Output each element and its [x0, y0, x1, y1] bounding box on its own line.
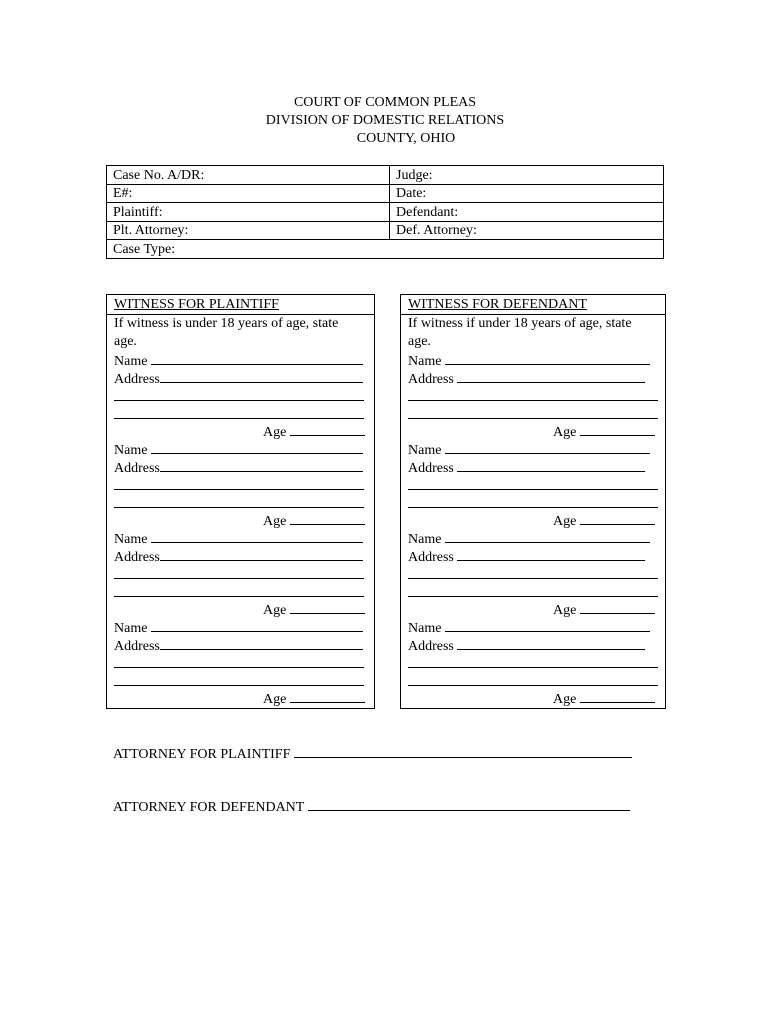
name-label: Name [114, 354, 148, 369]
court-name: COURT OF COMMON PLEAS [293, 95, 477, 110]
name-row [114, 529, 363, 547]
age-row [553, 600, 655, 618]
address-blank[interactable] [160, 547, 363, 561]
name-blank[interactable] [445, 529, 650, 543]
address-label: Address [408, 461, 454, 476]
address-blank-line[interactable] [114, 400, 364, 401]
name-label: Name [114, 443, 148, 458]
address-blank-line[interactable] [408, 578, 658, 579]
case-row [107, 166, 664, 185]
case-row [107, 203, 664, 222]
address-blank-line[interactable] [114, 418, 364, 419]
address-row [408, 458, 645, 476]
name-row [114, 618, 363, 636]
name-blank[interactable] [151, 618, 363, 632]
address-label: Address [114, 639, 160, 654]
age-row [263, 422, 365, 440]
attorney-defendant-blank[interactable] [308, 797, 630, 811]
name-row [408, 618, 650, 636]
address-blank[interactable] [457, 458, 645, 472]
name-row [408, 440, 650, 458]
address-row [408, 547, 645, 565]
name-label: Name [114, 532, 148, 547]
age-blank[interactable] [290, 600, 365, 614]
name-row [114, 351, 363, 369]
name-blank[interactable] [445, 351, 650, 365]
name-row [408, 529, 650, 547]
address-label: Address [114, 550, 160, 565]
name-label: Name [408, 532, 442, 547]
address-blank[interactable] [457, 369, 645, 383]
address-blank-line[interactable] [408, 489, 658, 490]
note-line: age. [408, 334, 431, 349]
name-blank[interactable] [151, 529, 363, 543]
age-label: Age [553, 425, 577, 440]
note-line: If witness is under 18 years of age, state [114, 316, 339, 331]
address-blank-line[interactable] [408, 667, 658, 668]
attorney-plaintiff-blank[interactable] [294, 744, 632, 758]
age-label: Age [263, 514, 287, 529]
plt-attorney-field[interactable]: Plt. Attorney: [107, 221, 390, 240]
name-label: Name [408, 621, 442, 636]
judge-field[interactable]: Judge: [390, 166, 664, 185]
address-label: Address [408, 550, 454, 565]
note-line: If witness if under 18 years of age, state [408, 316, 632, 331]
address-label: Address [408, 372, 454, 387]
address-blank-line[interactable] [114, 685, 364, 686]
address-blank-line[interactable] [408, 507, 658, 508]
plaintiff-field[interactable]: Plaintiff: [107, 203, 390, 222]
address-blank-line[interactable] [408, 685, 658, 686]
name-row [408, 351, 650, 369]
address-label: Address [408, 639, 454, 654]
address-blank[interactable] [160, 458, 363, 472]
defendant-field[interactable]: Defendant: [390, 203, 664, 222]
witness-defendant-title: WITNESS FOR DEFENDANT [408, 297, 587, 312]
attorney-defendant-row [113, 797, 630, 817]
age-label: Age [263, 603, 287, 618]
date-field[interactable]: Date: [390, 184, 664, 203]
witness-defendant-box [400, 294, 666, 709]
age-label: Age [553, 603, 577, 618]
age-row [553, 422, 655, 440]
case-no-field[interactable]: Case No. A/DR: [107, 166, 390, 185]
age-row [263, 689, 365, 707]
case-info-table [106, 165, 664, 259]
court-county: COUNTY, OHIO [356, 131, 456, 146]
name-blank[interactable] [151, 440, 363, 454]
address-blank-line[interactable] [114, 578, 364, 579]
name-row [114, 440, 363, 458]
address-blank-line[interactable] [408, 400, 658, 401]
age-row [263, 511, 365, 529]
age-blank[interactable] [290, 689, 365, 703]
witness-plaintiff-box [106, 294, 375, 709]
name-blank[interactable] [445, 440, 650, 454]
def-attorney-field[interactable]: Def. Attorney: [390, 221, 664, 240]
case-type-field[interactable]: Case Type: [107, 240, 664, 259]
age-label: Age [263, 692, 287, 707]
name-blank[interactable] [151, 351, 363, 365]
address-blank[interactable] [160, 636, 363, 650]
address-blank-line[interactable] [408, 596, 658, 597]
court-header [0, 94, 770, 148]
age-row [263, 600, 365, 618]
age-row [553, 511, 655, 529]
address-blank-line[interactable] [408, 418, 658, 419]
address-row [114, 458, 363, 476]
address-blank-line[interactable] [114, 489, 364, 490]
age-row [553, 689, 655, 707]
witness-defendant-note [408, 315, 632, 351]
age-blank[interactable] [290, 511, 365, 525]
address-blank-line[interactable] [114, 667, 364, 668]
court-division: DIVISION OF DOMESTIC RELATIONS [265, 113, 505, 128]
case-row [107, 184, 664, 203]
witness-plaintiff-title: WITNESS FOR PLAINTIFF [114, 297, 279, 312]
address-row [408, 369, 645, 387]
address-blank-line[interactable] [114, 596, 364, 597]
age-label: Age [553, 514, 577, 529]
attorney-defendant-label: ATTORNEY FOR DEFENDANT [113, 800, 305, 815]
e-number-field[interactable]: E#: [107, 184, 390, 203]
name-blank[interactable] [445, 618, 650, 632]
age-label: Age [553, 692, 577, 707]
age-blank[interactable] [580, 689, 655, 703]
address-row [408, 636, 645, 654]
attorney-plaintiff-row [113, 744, 632, 764]
age-blank[interactable] [580, 422, 655, 436]
witness-plaintiff-note [114, 315, 338, 351]
name-label: Name [408, 354, 442, 369]
age-blank[interactable] [290, 422, 365, 436]
note-line: age. [114, 334, 137, 349]
address-blank[interactable] [457, 547, 645, 561]
case-row [107, 221, 664, 240]
address-row [114, 369, 363, 387]
address-blank[interactable] [457, 636, 645, 650]
age-blank[interactable] [580, 600, 655, 614]
name-label: Name [408, 443, 442, 458]
address-row [114, 636, 363, 654]
address-blank[interactable] [160, 369, 363, 383]
age-label: Age [263, 425, 287, 440]
case-row [107, 240, 664, 259]
address-label: Address [114, 372, 160, 387]
address-label: Address [114, 461, 160, 476]
address-blank-line[interactable] [114, 507, 364, 508]
address-row [114, 547, 363, 565]
name-label: Name [114, 621, 148, 636]
attorney-plaintiff-label: ATTORNEY FOR PLAINTIFF [113, 747, 291, 762]
age-blank[interactable] [580, 511, 655, 525]
